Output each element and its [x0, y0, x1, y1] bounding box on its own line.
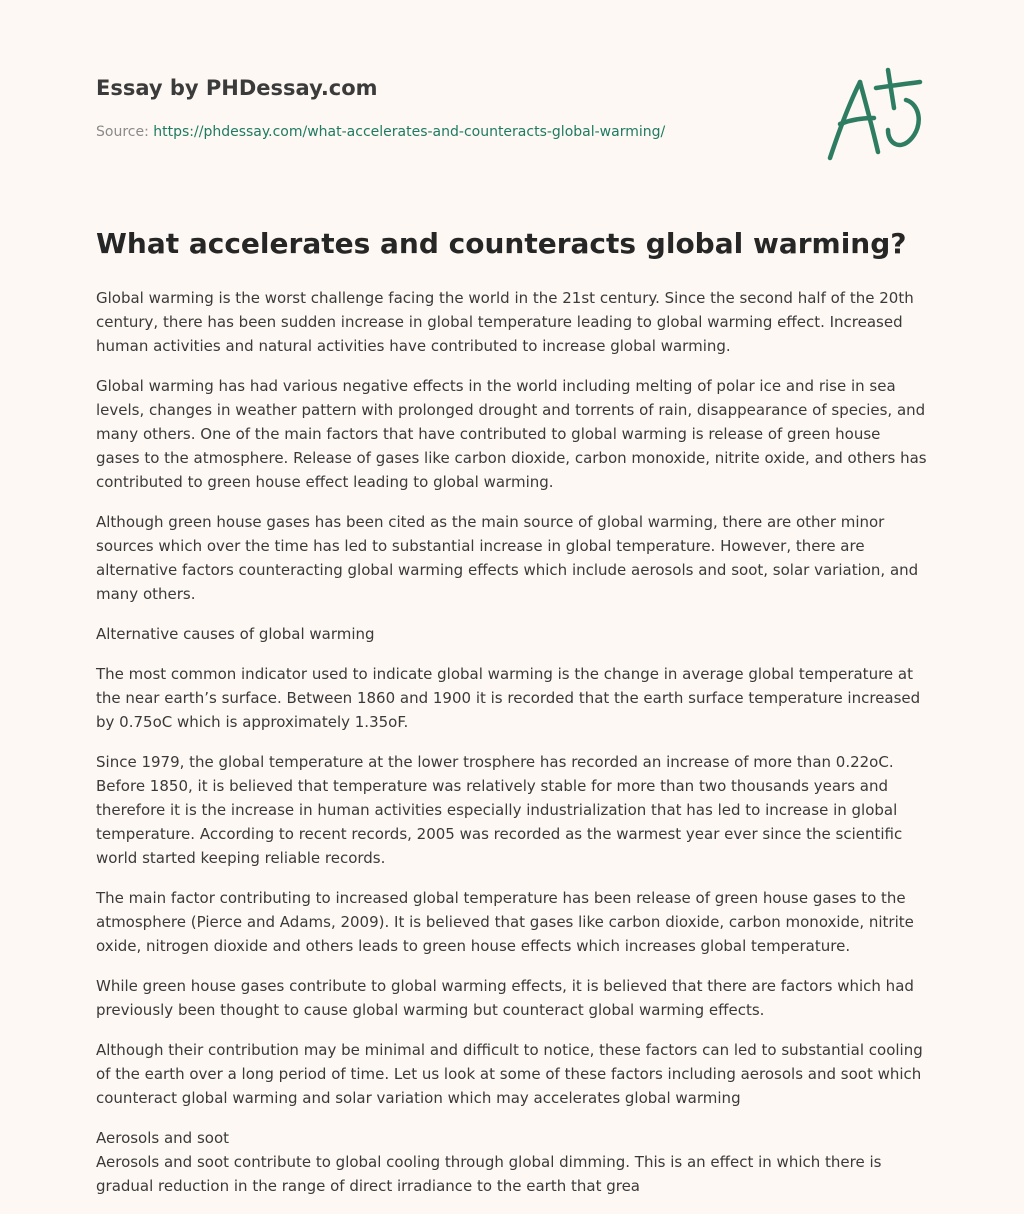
a-plus-logo — [818, 64, 930, 168]
section-heading: Alternative causes of global warming — [96, 625, 375, 643]
essay-paragraph: The main factor contributing to increased global temperature has been release of green house gases to the atmosphere (Pierce and Adams, 2009). It is believed that gases like carbon dioxide, carbon monoxide, nitrite oxide, nitrogen dioxide and others leads to green house effects which increases global temperature. — [96, 889, 914, 955]
essay-paragraph: The most common indicator used to indicate global warming is the change in average global temperature at the near earth’s surface. Between 1860 and 1900 it is recorded that the earth surface temperature increased by 0.75oC which is approximately 1.35oF. — [96, 665, 921, 731]
essay-paragraph: Global warming has had various negative effects in the world including melting of polar ice and rise in sea levels, changes in weather pattern with prolonged drought and torrents of rain, disappearance of species, and many others. One of the main factors that have contributed to global warming is release of green house gases to the atmosphere. Release of gases like carbon dioxide, carbon monoxide, nitrite oxide, and others has contributed to green house effect leading to global warming. — [96, 377, 927, 491]
section-heading: Aerosols and soot — [96, 1129, 230, 1147]
essay-body — [96, 286, 928, 1214]
essay-paragraph: Since 1979, the global temperature at the lower trosphere has recorded an increase of more than 0.22oC. Before 1850, it is believed that temperature was relatively stable for more than two thousands years and therefore it is the increase in human activities especially industrialization that has led to increase in global temperature. According to recent records, 2005 was recorded as the warmest year ever since the scientific world started keeping reliable records. — [96, 753, 903, 867]
essay-paragraph: Global warming is the worst challenge facing the world in the 21st century. Since the second half of the 20th century, there has been sudden increase in global temperature leading to global warming effect. Increased human activities and natural activities have contributed to increase global warming. — [96, 289, 914, 355]
essay-paragraph: Although their contribution may be minimal and difficult to notice, these factors can led to substantial cooling of the earth over a long period of time. Let us look at some of these factors including aerosols and soot which counteract global warming and solar variation which may accelerates global warming — [96, 1041, 923, 1107]
source-label: Source: — [96, 124, 149, 140]
site-brand: Essay by PHDessay.com — [96, 76, 378, 100]
essay-paragraph: While green house gases contribute to global warming effects, it is believed that there are factors which had previously been thought to cause global warming but counteract global warming effects. — [96, 977, 914, 1019]
essay-paragraph: Aerosols and soot contribute to global cooling through global dimming. This is an effect in which there is gradual reduction in the range of direct irradiance to the earth that grea — [96, 1153, 882, 1195]
source-line — [96, 124, 665, 140]
source-link[interactable]: https://phdessay.com/what-accelerates-and-counteracts-global-warming/ — [153, 124, 666, 140]
essay-paragraph: Although green house gases has been cited as the main source of global warming, there are other minor sources which over the time has led to substantial increase in global temperature. However, there are alternative factors counteracting global warming effects which include aerosols and soot, solar variation, and many others. — [96, 513, 919, 603]
essay-title: What accelerates and counteracts global warming? — [96, 227, 907, 260]
